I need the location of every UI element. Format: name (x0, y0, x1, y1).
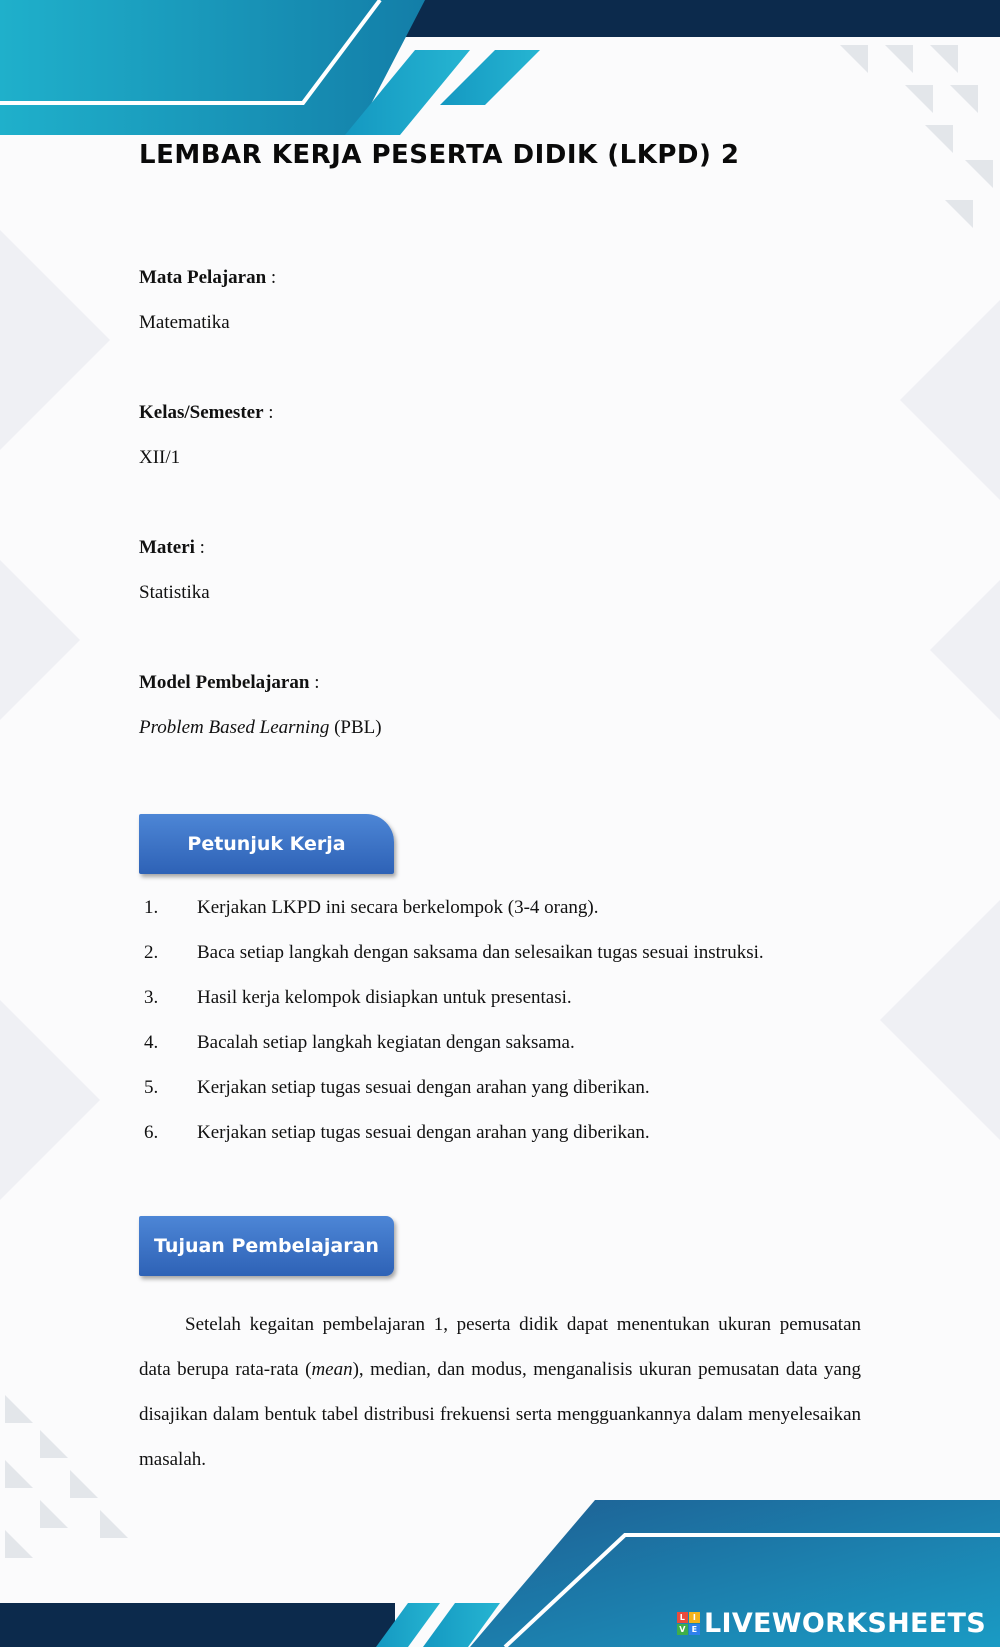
list-number: 2. (144, 942, 159, 963)
paragraph-text: ), median, dan modus, menganalisis ukuran pemusatan data yang disajikan dalam bentuk tabel distribusi frekuensi serta mengguankannya dalam menyelesaikan masalah. (139, 1359, 861, 1470)
field-label-materi (139, 536, 205, 560)
logo-letter: E (689, 1624, 700, 1635)
field-label-mata-pelajaran (139, 266, 276, 290)
tujuan-pembelajaran-heading: Tujuan Pembelajaran (139, 1216, 394, 1276)
logo-letter: L (677, 1612, 688, 1623)
field-separator: : (266, 267, 277, 288)
brand-name: LIVEWORKSHEETS (703, 1608, 986, 1639)
field-separator: : (309, 672, 320, 693)
field-label-model-pembelajaran (139, 671, 319, 695)
field-label-kelas-semester (139, 401, 274, 425)
field-label-text: Model Pembelajaran (139, 672, 310, 693)
field-value-italic: Problem Based Learning (139, 717, 330, 738)
field-separator: : (263, 402, 274, 423)
paragraph-italic: mean (311, 1359, 353, 1380)
list-text: Hasil kerja kelompok disiapkan untuk presentasi. (197, 987, 572, 1008)
field-separator: : (194, 537, 205, 558)
field-label-text: Mata Pelajaran (139, 267, 267, 288)
list-text: Kerjakan setiap tugas sesuai dengan arahan yang diberikan. (197, 1077, 650, 1098)
logo-letter: I (689, 1612, 700, 1623)
learning-objective-paragraph (139, 1302, 861, 1482)
list-number: 1. (144, 897, 159, 918)
page-title: LEMBAR KERJA PESERTA DIDIK (LKPD) 2 (139, 140, 740, 170)
field-label-text: Kelas/Semester (139, 402, 264, 423)
list-text: Kerjakan setiap tugas sesuai dengan arahan yang diberikan. (197, 1122, 650, 1143)
list-text: Bacalah setiap langkah kegiatan dengan saksama. (197, 1032, 575, 1053)
liveworksheets-logo-icon (677, 1612, 700, 1635)
field-value-rest: (PBL) (329, 717, 382, 738)
field-value-materi: Statistika (139, 582, 210, 603)
liveworksheets-brand[interactable] (677, 1608, 986, 1639)
list-number: 6. (144, 1122, 159, 1143)
logo-letter: V (677, 1624, 688, 1635)
field-value-model-pembelajaran (139, 716, 382, 740)
list-text: Kerjakan LKPD ini secara berkelompok (3-4 orang). (197, 897, 599, 918)
paragraph-text: Setelah kegaitan pembelajaran 1, peserta didik dapat menentukan ukuran pemusatan data berupa rata-rata ( (139, 1314, 861, 1380)
field-value-mata-pelajaran: Matematika (139, 312, 230, 333)
list-number: 4. (144, 1032, 159, 1053)
field-label-text: Materi (139, 537, 195, 558)
list-number: 5. (144, 1077, 159, 1098)
list-number: 3. (144, 987, 159, 1008)
field-value-kelas-semester: XII/1 (139, 447, 181, 468)
petunjuk-kerja-heading: Petunjuk Kerja (139, 814, 394, 874)
list-text: Baca setiap langkah dengan saksama dan selesaikan tugas sesuai instruksi. (197, 942, 764, 963)
